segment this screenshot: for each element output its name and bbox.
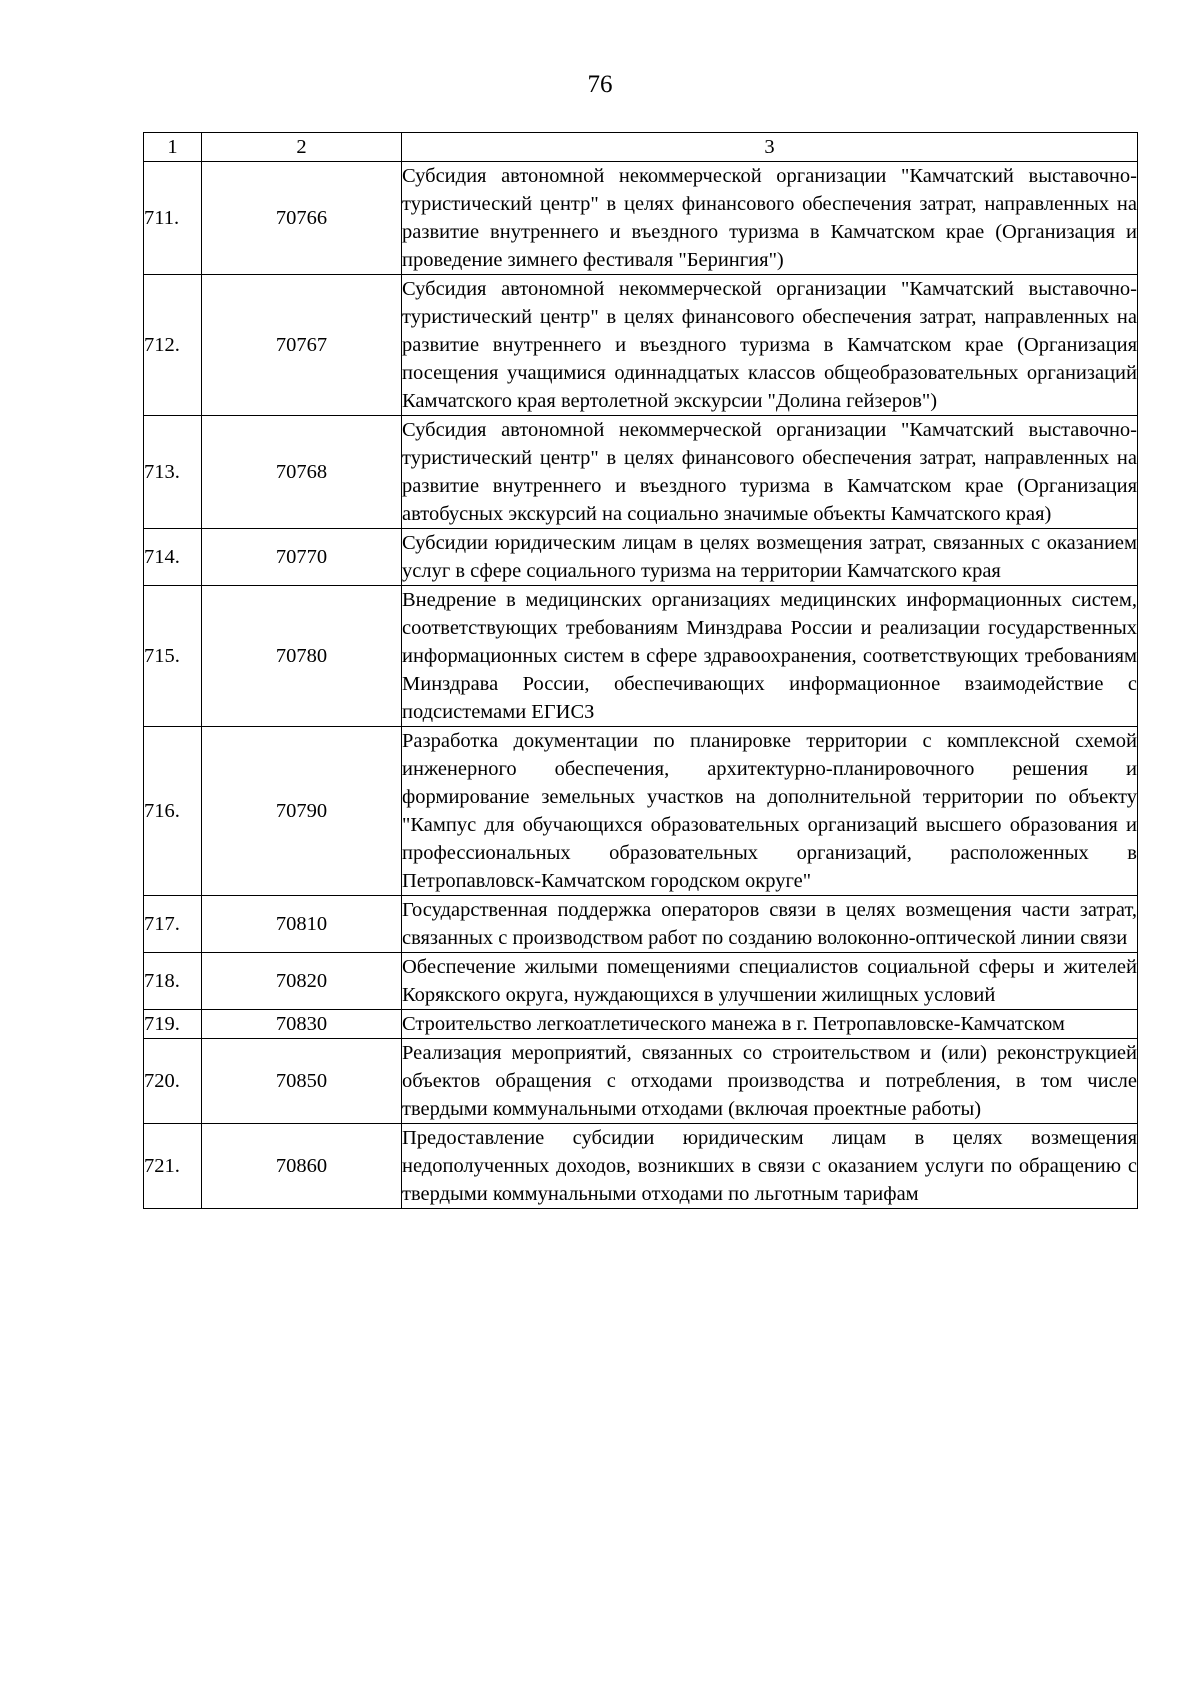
table-body: [144, 162, 1138, 1209]
table-row: [144, 416, 1138, 529]
row-code: 70820: [202, 953, 402, 1010]
row-description: Обеспечение жилыми помещениями специалистов социальной сферы и жителей Корякского округа, нуждающихся в улучшении жилищных условий: [402, 953, 1138, 1010]
row-description: Субсидия автономной некоммерческой организации "Камчатский выставочно-туристический центр" в целях финансового обеспечения затрат, направленных на развитие внутреннего и въездного туризма в Камчатском крае (Организация посещения учащимися одиннадцатых классов общеобразовательных организаций Камчатского края вертолетной экскурсии "Долина гейзеров"): [402, 275, 1138, 416]
row-code: 70860: [202, 1124, 402, 1209]
row-code: 70810: [202, 896, 402, 953]
row-number: 719.: [144, 1010, 202, 1039]
table-row: [144, 953, 1138, 1010]
row-code: 70768: [202, 416, 402, 529]
row-description: Предоставление субсидии юридическим лицам в целях возмещения недополученных доходов, возникших в связи с оказанием услуги по обращению с твердыми коммунальными отходами по льготным тарифам: [402, 1124, 1138, 1209]
table-row: [144, 529, 1138, 586]
row-code: 70780: [202, 586, 402, 727]
budget-codes-table: [143, 132, 1138, 1209]
table-row: [144, 727, 1138, 896]
row-number: 715.: [144, 586, 202, 727]
row-number: 711.: [144, 162, 202, 275]
row-code: 70770: [202, 529, 402, 586]
table-header: [144, 133, 1138, 162]
row-code: 70790: [202, 727, 402, 896]
table-row: [144, 162, 1138, 275]
row-number: 718.: [144, 953, 202, 1010]
row-number: 712.: [144, 275, 202, 416]
table-row: [144, 1010, 1138, 1039]
row-description: Внедрение в медицинских организациях медицинских информационных систем, соответствующих требованиям Минздрава России и реализации государственных информационных систем в сфере здравоохранения, соответствующих требованиям Минздрава России, обеспечивающих информационное взаимодействие с подсистемами ЕГИСЗ: [402, 586, 1138, 727]
row-description: Субсидия автономной некоммерческой организации "Камчатский выставочно-туристический центр" в целях финансового обеспечения затрат, направленных на развитие внутреннего и въездного туризма в Камчатском крае (Организация и проведение зимнего фестиваля "Берингия"): [402, 162, 1138, 275]
column-header-3: 3: [402, 133, 1138, 162]
page-number: 76: [587, 71, 613, 98]
row-description: Субсидии юридическим лицам в целях возмещения затрат, связанных с оказанием услуг в сфере социального туризма на территории Камчатского края: [402, 529, 1138, 586]
column-header-1: 1: [144, 133, 202, 162]
column-header-2: 2: [202, 133, 402, 162]
row-number: 716.: [144, 727, 202, 896]
table-row: [144, 586, 1138, 727]
row-description: Разработка документации по планировке территории с комплексной схемой инженерного обеспечения, архитектурно-планировочного решения и формирование земельных участков на дополнительной территории по объекту "Кампус для обучающихся образовательных организаций высшего образования и профессиональных образовательных организаций, расположенных в Петропавловск-Камчатском городском округе": [402, 727, 1138, 896]
row-description: Субсидия автономной некоммерческой организации "Камчатский выставочно-туристический центр" в целях финансового обеспечения затрат, направленных на развитие внутреннего и въездного туризма в Камчатском крае (Организация автобусных экскурсий на социально значимые объекты Камчатского края): [402, 416, 1138, 529]
row-number: 721.: [144, 1124, 202, 1209]
row-description: Строительство легкоатлетического манежа в г. Петропавловске-Камчатском: [402, 1010, 1138, 1039]
row-description: Государственная поддержка операторов связи в целях возмещения части затрат, связанных с производством работ по созданию волоконно-оптической линии связи: [402, 896, 1138, 953]
row-code: 70830: [202, 1010, 402, 1039]
row-number: 714.: [144, 529, 202, 586]
table-row: [144, 896, 1138, 953]
row-number: 713.: [144, 416, 202, 529]
table-row: [144, 1039, 1138, 1124]
row-code: 70767: [202, 275, 402, 416]
row-description: Реализация мероприятий, связанных со строительством и (или) реконструкцией объектов обращения с отходами производства и потребления, в том числе твердыми коммунальными отходами (включая проектные работы): [402, 1039, 1138, 1124]
table-row: [144, 1124, 1138, 1209]
table-row: [144, 275, 1138, 416]
row-number: 717.: [144, 896, 202, 953]
row-code: 70766: [202, 162, 402, 275]
header-row: [144, 133, 1138, 162]
row-number: 720.: [144, 1039, 202, 1124]
row-code: 70850: [202, 1039, 402, 1124]
